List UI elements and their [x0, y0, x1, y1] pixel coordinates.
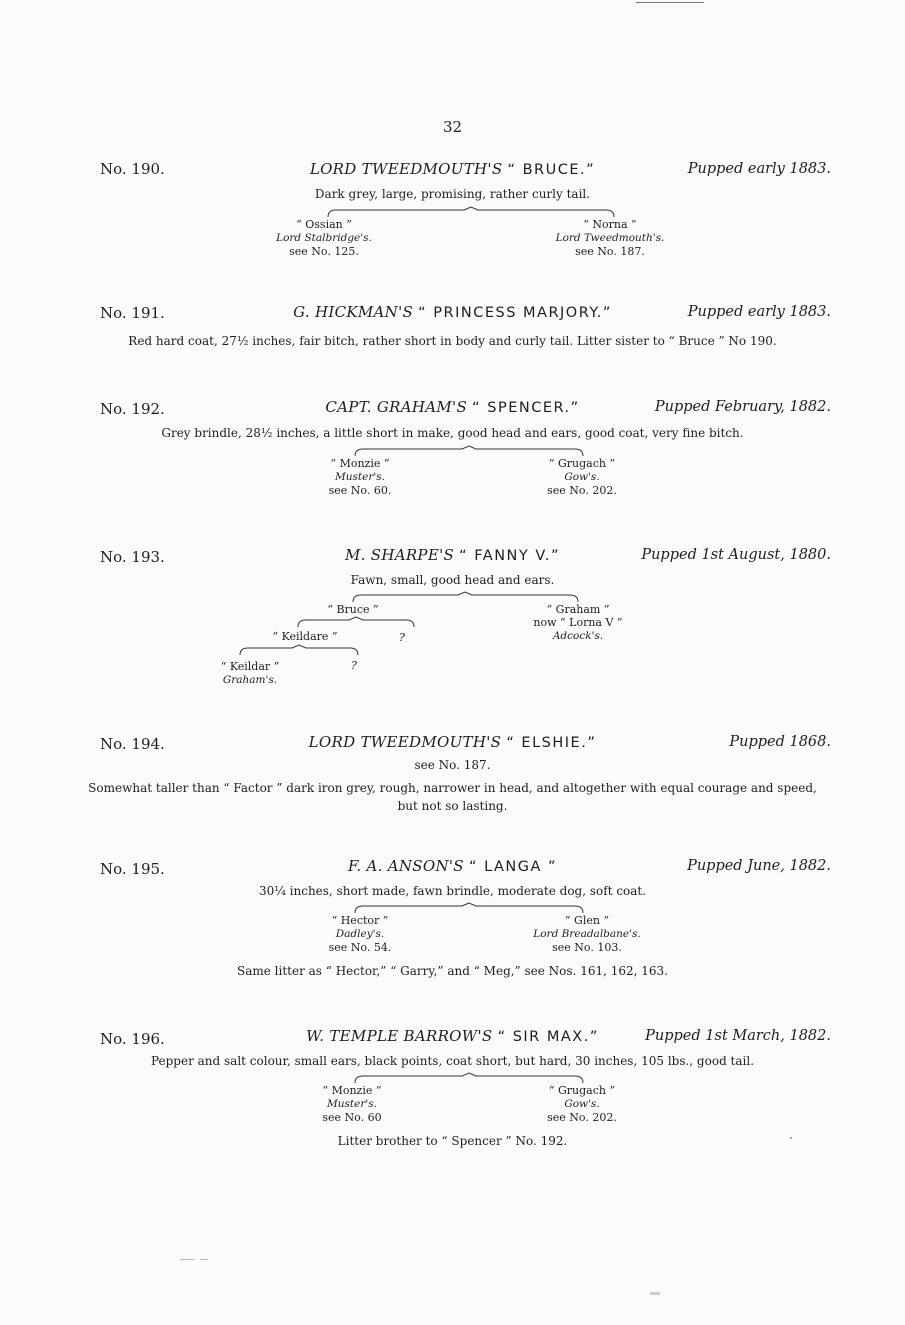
sire-ref: see No. 60 [322, 1111, 382, 1124]
great-grandsire [205, 660, 295, 687]
see-ref: see No. 187. [414, 758, 491, 772]
description: Grey brindle, 28½ inches, a little short in make, good head and ears, good coat, very fine bitch. [161, 426, 744, 440]
owner-name: G. HICKMAN'S [293, 303, 414, 321]
entry-number: No. 195. [100, 860, 165, 878]
description: Red hard coat, 27½ inches, fair bitch, rather short in body and curly tail. Litter sister to “ Bruce ” No 190. [128, 334, 777, 348]
dam-alias: now “ Lorna V ” [533, 616, 623, 629]
pupped-date: Pupped 1st March, 1882. [645, 1028, 831, 1044]
dog-name: “ PRINCESS MARJORY.” [418, 305, 612, 321]
description-line-1: Somewhat taller than “ Factor ” dark iron grey, rough, narrower in head, and altogether with equal courage and speed, [88, 781, 817, 795]
pupped-date: Pupped February, 1882. [654, 399, 831, 415]
entry-number: No. 190. [100, 160, 165, 178]
dam-owner: Lord Breadalbane's. [533, 928, 641, 940]
description: Dark grey, large, promising, rather curly tail. [314, 187, 591, 201]
litter-note: Litter brother to “ Spencer ” No. 192. [337, 1134, 568, 1148]
dam-name: “ Grugach ” [548, 457, 616, 470]
owner-name: M. SHARPE'S [344, 546, 455, 564]
owner-name: LORD TWEEDMOUTH'S [308, 733, 502, 751]
dam-ref: see No. 187. [575, 245, 645, 258]
pupped-date: Pupped 1st August, 1880. [641, 547, 831, 563]
description-line-2: but not so lasting. [397, 799, 508, 813]
page-number: 32 [442, 118, 463, 136]
sire [282, 1084, 422, 1124]
unknown-dam: ? [351, 659, 357, 672]
owner-name: LORD TWEEDMOUTH'S [309, 160, 503, 178]
dam [512, 1084, 652, 1124]
sire [290, 603, 416, 616]
pedigree-bracket [298, 617, 414, 629]
dam-ref: see No. 202. [547, 484, 617, 497]
dam [512, 914, 662, 954]
sire-name: “ Ossian ” [296, 218, 352, 231]
owner-name: CAPT. GRAHAM'S [325, 398, 468, 416]
sire-owner: Muster's. [327, 1098, 377, 1110]
dam [540, 218, 680, 258]
dam-ref: see No. 103. [552, 941, 622, 954]
entry-number: No. 194. [100, 735, 165, 753]
sire [290, 914, 430, 954]
dog-name: “ SIR MAX.” [497, 1029, 599, 1045]
pupped-date: Pupped June, 1882. [687, 858, 831, 874]
entry-number: No. 196. [100, 1030, 165, 1048]
sire-owner: Lord Stalbridge's. [276, 232, 372, 244]
dam-owner: Gow's. [564, 471, 600, 483]
sire-name: “ Monzie ” [330, 457, 390, 470]
sire-ref: see No. 125. [289, 245, 359, 258]
litter-note: Same litter as “ Hector,” “ Garry,” and “ Meg,” see Nos. 161, 162, 163. [237, 964, 668, 978]
dam-name: “ Glen ” [564, 914, 610, 927]
entry-number: No. 193. [100, 548, 165, 566]
scan-speck [200, 1259, 208, 1260]
pupped-date: Pupped early 1883. [687, 161, 831, 177]
dog-name: “ ELSHIE.” [506, 735, 597, 751]
dog-name: “ BRUCE.” [507, 162, 596, 178]
grandsire [250, 630, 360, 643]
dam-owner: Adcock's. [552, 630, 604, 642]
pupped-date: Pupped 1868. [729, 734, 831, 750]
entry-number: No. 192. [100, 400, 165, 418]
sire-name: “ Bruce ” [327, 603, 379, 616]
scan-speck [180, 1259, 194, 1260]
dam-name: “ Norna ” [583, 218, 637, 231]
dog-name: “ SPENCER.” [472, 400, 580, 416]
scan-speck [790, 1137, 792, 1139]
grandsire-name: “ Keildare ” [272, 630, 338, 643]
sire-name: “ Monzie ” [322, 1084, 382, 1097]
owner-name: F. A. ANSON'S [347, 857, 464, 875]
sire-name: “ Hector ” [331, 914, 389, 927]
dam-owner: Gow's. [564, 1098, 600, 1110]
dam-ref: see No. 202. [547, 1111, 617, 1124]
description: Fawn, small, good head and ears. [350, 573, 555, 587]
pupped-date: Pupped early 1883. [687, 304, 831, 320]
sire-ref: see No. 60. [328, 484, 392, 497]
great-grandsire-owner: Graham's. [222, 674, 278, 686]
owner-name: W. TEMPLE BARROW'S [306, 1027, 493, 1045]
description: 30¼ inches, short made, fawn brindle, moderate dog, soft coat. [258, 884, 647, 898]
unknown-sire: ? [399, 631, 405, 644]
dog-name: “ FANNY V.” [459, 548, 561, 564]
scan-mark [636, 2, 704, 3]
sire-ref: see No. 54. [328, 941, 392, 954]
sire-owner: Dadley's. [335, 928, 385, 940]
entry-number: No. 191. [100, 304, 165, 322]
dam [510, 603, 646, 643]
description: Pepper and salt colour, small ears, black points, coat short, but hard, 30 inches, 105 lbs., good tail. [150, 1054, 755, 1068]
dam-name: “ Graham ” [546, 603, 610, 616]
sire [254, 218, 394, 258]
dog-name: “ LANGA ” [468, 859, 558, 875]
sire [290, 457, 430, 497]
dam-name: “ Grugach ” [548, 1084, 616, 1097]
pedigree-bracket [240, 645, 358, 657]
scan-speck [650, 1292, 660, 1295]
great-grandsire-name: “ Keildar ” [220, 660, 280, 673]
dam [512, 457, 652, 497]
sire-owner: Muster's. [335, 471, 385, 483]
dam-owner: Lord Tweedmouth's. [555, 232, 665, 244]
